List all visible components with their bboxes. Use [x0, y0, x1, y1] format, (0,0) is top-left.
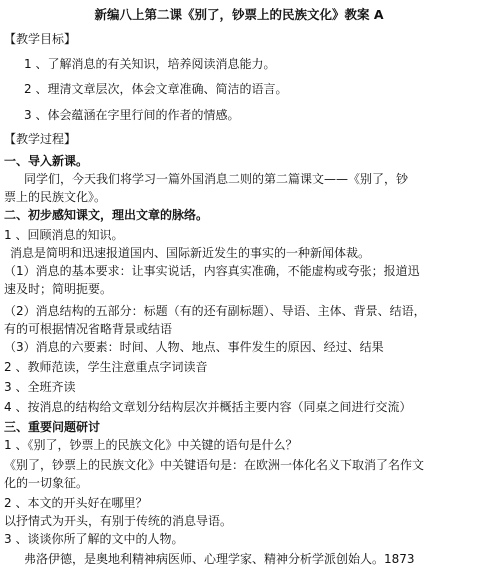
- goals-heading: 【教学目标】: [4, 32, 77, 46]
- answer-1-line-2: 化的一切象征。: [4, 476, 89, 490]
- section-2-line-1: 1 、回顾消息的知识。: [4, 228, 124, 242]
- section-2-heading: 二、初步感知课文，理出文章的脉络。: [4, 208, 209, 222]
- question-2: 2 、本文的开头好在哪里？: [4, 496, 148, 510]
- section-2-line-9: 3 、全班齐读: [4, 380, 76, 394]
- answer-3: 弗洛伊德，是奥地利精神病医师、心理学家、精神分析学派创始人。1873: [24, 552, 415, 566]
- question-3: 3 、谈谈你所了解的文中的人物。: [4, 532, 184, 546]
- section-2-line-3: （1）消息的基本要求：让事实说话，内容真实准确，不能虚构或夸张；报道迅: [4, 264, 420, 278]
- section-2-line-7: （3）消息的六要素：时间、人物、地点、事件发生的原因、经过、结果: [4, 340, 384, 354]
- page-title: 新编八上第二课《别了，钞票上的民族文化》教案 A: [94, 7, 384, 22]
- goal-item-2: 2 、理清文章层次，体会文章准确、简洁的语言。: [24, 82, 288, 96]
- section-1-paragraph-line-2: 票上的民族文化》。: [4, 190, 107, 204]
- answer-1-line-1: 《别了，钞票上的民族文化》中关键语句是：在欧洲一体化名义下取消了名作文: [4, 458, 425, 472]
- goal-item-3: 3 、体会蕴涵在字里行间的作者的情感。: [24, 108, 240, 122]
- section-3-heading: 三、重要问题研讨: [4, 420, 101, 434]
- section-2-line-10: 4 、按消息的结构给文章划分结构层次并概括主要内容（同桌之间进行交流）: [4, 400, 412, 414]
- answer-2: 以抒情式为开头，有别于传统的消息导语。: [4, 514, 233, 528]
- section-1-paragraph-line-1: 同学们，今天我们将学习一篇外国消息二则的第二篇课文——《别了，钞: [24, 172, 409, 186]
- goal-item-1: 1 、了解消息的有关知识，培养阅读消息能力。: [24, 57, 276, 71]
- section-2-line-6: 有的可根据情况省略背景或结语: [4, 322, 173, 336]
- section-2-line-8: 2 、教师范读，学生注意重点字词读音: [4, 360, 208, 374]
- question-1: 1 、《别了，钞票上的民族文化》中关键的语句是什么？: [4, 438, 298, 452]
- process-heading: 【教学过程】: [4, 132, 77, 146]
- section-2-line-4: 速及时；简明扼要。: [4, 282, 113, 296]
- section-2-line-2: 消息是简明和迅速报道国内、国际新近发生的事实的一种新闻体裁。: [10, 246, 371, 260]
- section-1-heading: 一、导入新课。: [4, 154, 89, 168]
- section-2-line-5: （2）消息结构的五部分：标题（有的还有副标题）、导语、主体、背景、结语，: [4, 304, 426, 318]
